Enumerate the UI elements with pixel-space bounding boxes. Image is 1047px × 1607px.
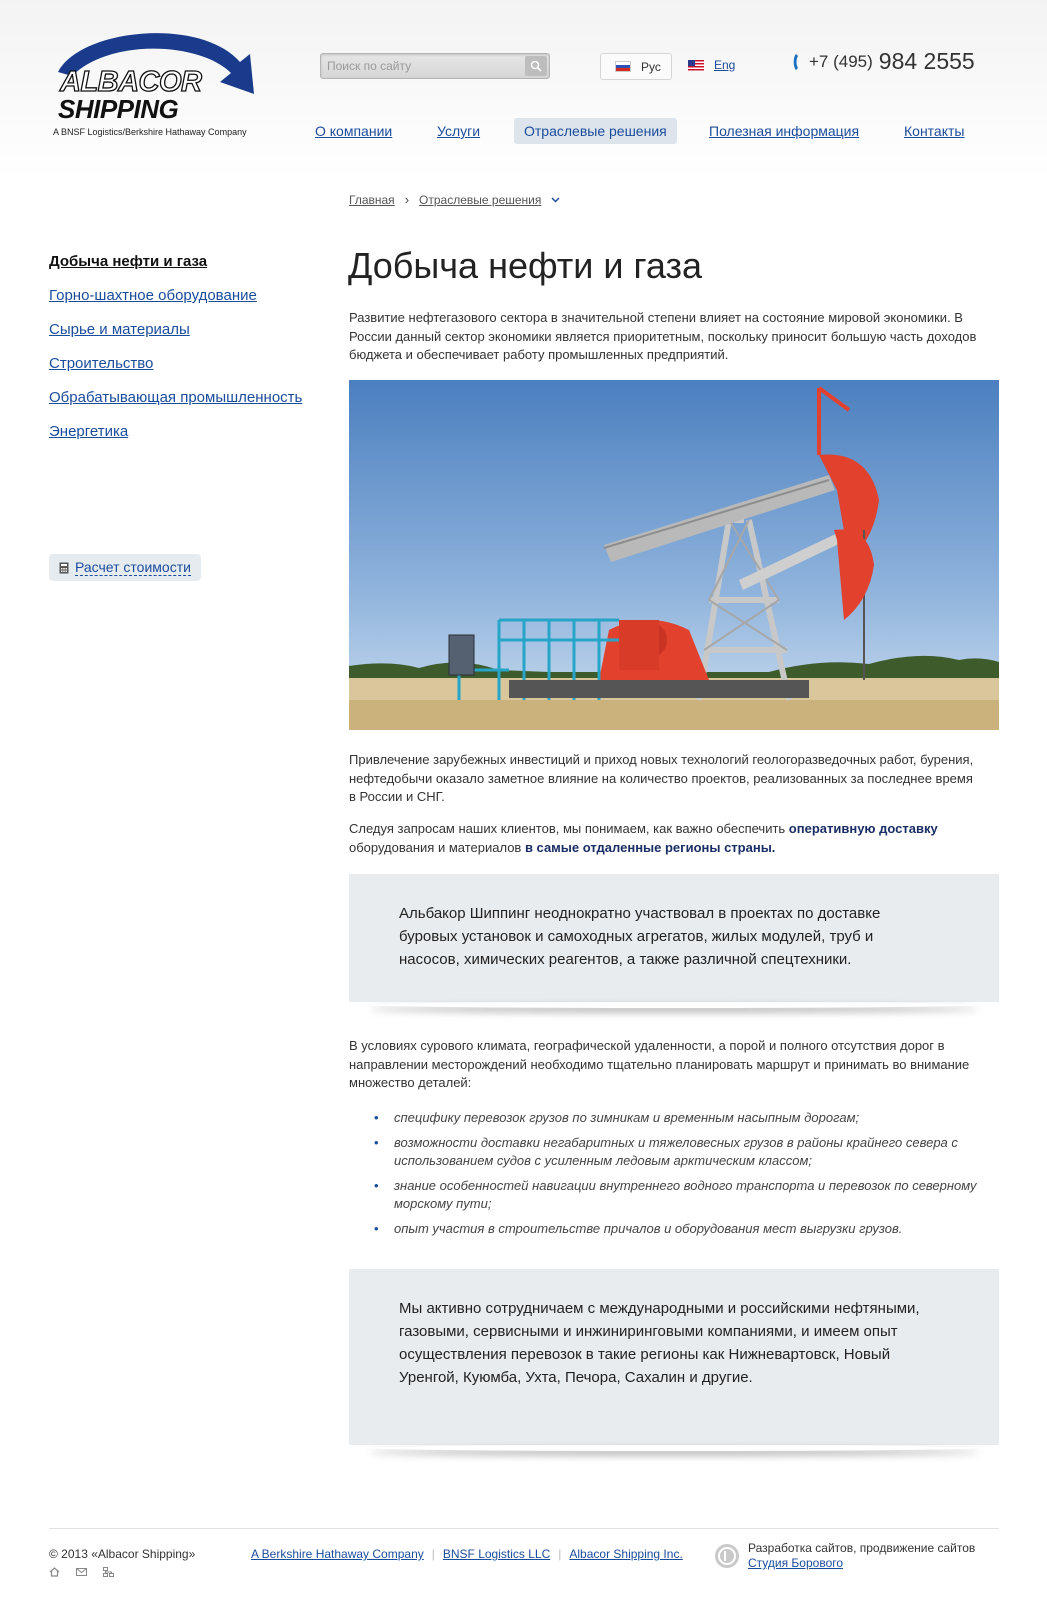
oil-pumpjack-image bbox=[349, 380, 999, 730]
nav-item-contacts[interactable]: Контакты bbox=[904, 123, 965, 139]
phone-icon bbox=[793, 53, 803, 71]
flag-ru-icon bbox=[615, 61, 631, 72]
chevron-down-icon[interactable] bbox=[551, 197, 560, 203]
delivery-text-1: Следуя запросам наших клиентов, мы понимаем, как важно обеспечить bbox=[349, 821, 789, 836]
list-item: • опыт участия в строительстве причалов и оборудования мест выгрузки грузов. bbox=[374, 1220, 1004, 1238]
delivery-text-2: оборудования и материалов bbox=[349, 839, 525, 855]
footer-link-albacor-inc[interactable]: Albacor Shipping Inc. bbox=[569, 1547, 683, 1561]
oil-pump-photo bbox=[349, 380, 999, 730]
sidebar-item-construction[interactable]: Строительство bbox=[49, 355, 154, 372]
flag-us-icon bbox=[688, 60, 704, 71]
nav-item-useful-info[interactable]: Полезная информация bbox=[709, 123, 860, 139]
search-button[interactable] bbox=[525, 56, 547, 76]
sidebar-nav bbox=[49, 252, 302, 456]
delivery-highlight-1: оперативную доставку bbox=[788, 821, 938, 836]
breadcrumb-current[interactable]: Отраслевые решения bbox=[419, 192, 542, 207]
breadcrumb-home[interactable]: Главная bbox=[349, 192, 395, 207]
phone-code: +7 (495) bbox=[809, 51, 873, 71]
sitemap-icon[interactable] bbox=[103, 1567, 114, 1577]
delivery-paragraph bbox=[349, 820, 979, 857]
lang-en-link[interactable] bbox=[688, 58, 735, 72]
sidebar-item-mining[interactable]: Горно-шахтное оборудование bbox=[49, 287, 257, 304]
studio-text: Разработка сайтов, продвижение сайтов bbox=[748, 1541, 976, 1555]
sidebar-item-manufacturing[interactable]: Обрабатывающая промышленность bbox=[49, 389, 303, 406]
list-item: • возможности доставки негабаритных и тяжеловесных грузов в районы крайнего севера с использованием судов с усиленным ледовым арктическим классом; bbox=[374, 1134, 1004, 1170]
logo-text-shipping: SHIPPING bbox=[58, 94, 179, 124]
quote-block-cooperation bbox=[349, 1269, 999, 1445]
search-input[interactable] bbox=[327, 57, 517, 75]
logo-tagline: A BNSF Logistics/Berkshire Hathaway Company bbox=[53, 127, 247, 137]
nav-item-industry-solutions[interactable]: Отраслевые решения bbox=[514, 118, 677, 144]
footer-separator: | bbox=[558, 1547, 562, 1561]
phone-number: 984 2555 bbox=[878, 48, 975, 74]
nav-item-about[interactable]: О компании bbox=[315, 123, 393, 139]
footer-link-berkshire[interactable]: A Berkshire Hathaway Company bbox=[251, 1547, 424, 1561]
search-icon bbox=[530, 60, 542, 72]
delivery-highlight-2: в самые отдаленные регионы страны. bbox=[524, 839, 776, 855]
footer-link-bnsf[interactable]: BNSF Logistics LLC bbox=[442, 1547, 551, 1561]
calc-cost-button[interactable] bbox=[49, 554, 201, 581]
home-icon[interactable] bbox=[49, 1567, 60, 1577]
calc-cost-label: Расчет стоимости bbox=[75, 558, 191, 575]
sidebar-item-raw-materials[interactable]: Сырье и материалы bbox=[49, 321, 190, 338]
footer-copyright: © 2013 «Albacor Shipping» bbox=[49, 1547, 196, 1561]
breadcrumb-separator-icon: › bbox=[404, 192, 410, 207]
footer-links bbox=[251, 1547, 683, 1561]
investment-paragraph: Привлечение зарубежных инвестиций и приход новых технологий геологоразведочных работ, бурения, нефтедобычи оказало заметное влияние на количество проектов, реализованных за последнее время в России и СНГ. bbox=[349, 752, 974, 804]
intro-paragraph: Развитие нефтегазового сектора в значительной степени влияет на состояние мировой экономики. В России данный сектор экономики является приоритетным, поскольку приносит большую часть доходов бюджета и обеспечивает работу промышленных предприятий. bbox=[349, 310, 977, 362]
nav-item-services[interactable]: Услуги bbox=[437, 123, 481, 139]
quote-block-experience bbox=[349, 874, 999, 1002]
list-item: • специфику перевозок грузов по зимникам и временным насыпным дорогам; bbox=[374, 1109, 1004, 1127]
footer-separator: | bbox=[431, 1547, 435, 1561]
calculator-icon bbox=[59, 562, 69, 574]
lang-en-label[interactable]: Eng bbox=[714, 58, 736, 72]
logo-text-albacor: ALBACOR bbox=[60, 66, 202, 98]
studio-logo-icon bbox=[714, 1543, 740, 1569]
sidebar-item-energy[interactable]: Энергетика bbox=[49, 423, 129, 440]
quote-experience-text: Альбакор Шиппинг неоднократно участвовал в проектах по доставке буровых установок и самоходных агрегатов, жилых модулей, труб и насосов, химических реагентов, а также различной спецтехники. bbox=[399, 905, 881, 968]
logo[interactable] bbox=[50, 24, 260, 142]
search-box bbox=[320, 53, 550, 79]
climate-paragraph: В условиях сурового климата, географической удаленности, а порой и полного отсутствия дорог в направлении месторождений необходимо тщательно планировать маршрут и принимать во внимание множество деталей: bbox=[349, 1038, 970, 1090]
list-item: • знание особенностей навигации внутреннего водного транспорта и перевозок по северному морскому пути; bbox=[374, 1177, 1004, 1213]
mail-icon[interactable] bbox=[76, 1567, 87, 1577]
details-list bbox=[374, 1109, 1004, 1245]
footer-icons bbox=[49, 1567, 114, 1577]
lang-ru-label: Рус bbox=[641, 59, 661, 74]
phone bbox=[793, 48, 975, 75]
sidebar-item-oil-gas[interactable]: Добыча нефти и газа bbox=[49, 253, 208, 270]
footer-divider bbox=[49, 1528, 999, 1529]
page-title: Добыча нефти и газа bbox=[348, 245, 703, 286]
lang-ru-button[interactable] bbox=[600, 53, 672, 80]
breadcrumb bbox=[349, 192, 560, 207]
studio-credit bbox=[714, 1541, 975, 1571]
quote-cooperation-text: Мы активно сотрудничаем с международными и российскими нефтяными, газовыми, сервисными и инжиниринговыми компаниями, и имеем опыт осуществления перевозок в такие регионы как Нижневартовск, Новый Уренгой, Куюмба, Ухта, Печора, Сахалин и другие. bbox=[399, 1300, 920, 1386]
studio-link[interactable]: Студия Борового bbox=[748, 1556, 844, 1570]
